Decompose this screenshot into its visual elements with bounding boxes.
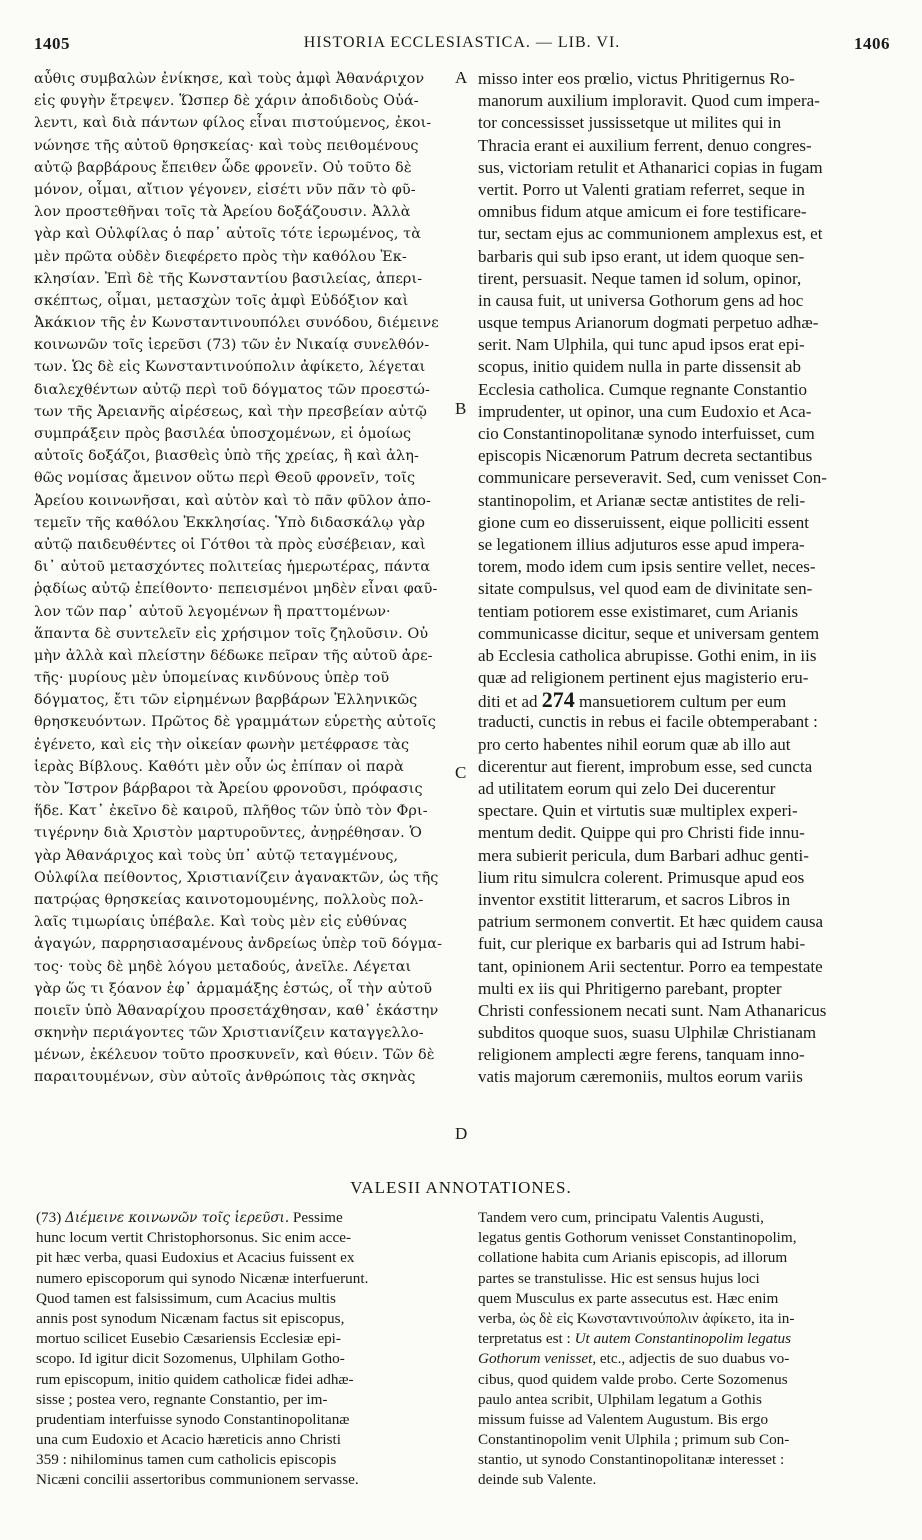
greek-text-line: ἱερὰς Βίβλους. Καθότι μὲν οὖν ὡς ἐπίπαν οἱ παρὰ	[34, 758, 404, 775]
latin-text-line: spectare. Quin et virtutis suæ multiplex experi-	[478, 801, 798, 821]
note-text-line: paulo antea scribit, Ulphilam legatum a Gothis	[478, 1390, 762, 1408]
latin-text-line: tant, opinionem Arii sectentur. Porro ea tempestate	[478, 956, 823, 976]
page-number-left: 1405	[34, 34, 70, 53]
latin-text-line: imprudenter, ut opinor, una cum Eudoxio et Aca-	[478, 401, 812, 421]
latin-text-line: ab Ecclesia catholica abrupisse. Gothi enim, in iis	[478, 645, 817, 665]
latin-text-line: Christi confessionem necati sunt. Nam Athanaricus	[478, 1000, 827, 1020]
note-text-line: Nicæni concilii assertoribus communionem servasse.	[36, 1471, 359, 1489]
latin-text-line: in causa fuit, ut universa Gothorum gens ad hoc	[478, 290, 804, 310]
greek-text-line: λον τῶν παρ᾽ αὐτοῦ λεγομένων ἢ πραττομένων·	[34, 603, 391, 620]
note-text-line: quem Musculus ex parte assecutus est. Hæc enim	[478, 1289, 779, 1307]
note-label: (73)	[36, 1209, 66, 1226]
note-text-fragment: terpretatus est :	[478, 1330, 575, 1348]
greek-text-line: ἥδε. Κατ᾽ ἐκεῖνο δὲ καιροῦ, πλῆθος τῶν ὑπὸ τὸν Φρι-	[34, 803, 428, 820]
latin-text-line: serit. Nam Ulphila, qui tunc apud ipsos erat epi-	[478, 335, 805, 355]
greek-text-line: μόνον, οἶμαι, αἴτιον γέγονεν, εἰσέτι νῦν πᾶν τὸ φῦ-	[34, 181, 416, 198]
latin-text-line: fuit, cur plerique ex barbaris qui ad Istrum habi-	[478, 934, 806, 954]
note-text-line: Tandem vero cum, principatu Valentis Augusti,	[478, 1209, 764, 1226]
running-header	[34, 34, 890, 64]
greek-text-line: σκέπτως, οἶμαι, μετασχὼν τοῖς ἀμφὶ Εὐδόξιον καὶ	[34, 292, 409, 309]
greek-text-line: λον προστεθῆναι τοῖς τὰ Ἀρείου δοξάζουσιν. Ἀλλὰ	[34, 204, 411, 221]
greek-text-line: δόγματος, ἔτι τῶν εἰρημένων βαρβάρων Ἑλληνικῶς	[34, 692, 418, 709]
margin-letter-d: D	[455, 1124, 468, 1143]
note-text-line: una cum Eudoxio et Acacio hæreticis anno Christi	[36, 1431, 341, 1449]
latin-text-line: stantinopolim, et Arianæ sectæ antistites de reli-	[478, 490, 806, 510]
note-text-line: missum fuisse ad Valentem Augustum. Bis ergo	[478, 1410, 769, 1428]
latin-text-line: tentiam potiorem esse existimaret, cum Arianis	[478, 601, 799, 621]
greek-text-line: των τῆς Ἀρειανῆς αἱρέσεως, καὶ τὴν πρεσβείαν αὐτῷ	[34, 403, 427, 420]
latin-text-line: se legationem illius adjuturos esse apud impera-	[478, 534, 805, 554]
latin-text-line: mentum dedit. Quippe qui pro Christi fide innu-	[478, 823, 805, 843]
greek-text-line: συμπράξειν πρὸς βασιλέα ὑποσχομένων, εἰ ὁμοίως	[34, 426, 412, 442]
latin-text-line: usque tempus Arianorum dogmati perpetuo adhæ-	[478, 313, 819, 333]
latin-text-line: scopus, initio quidem nulla in parte dissensit ab	[478, 357, 801, 377]
note-text-fragment: , etc., adjectis de suo duabus vo-	[592, 1350, 790, 1368]
latin-text-line: communicare perseveravit. Sed, cum venisset Con-	[478, 468, 827, 488]
latin-text-line: sitate compulsus, vel quod eam de divinitate sen-	[478, 579, 813, 599]
latin-text-line: inventor exstitit litterarum, et sacros Libros in	[478, 889, 791, 909]
latin-text-line: vatis majorum cæremoniis, multos eorum variis	[478, 1067, 803, 1087]
note-text-line: Constantinopolim venit Ulphila ; primum sub Con-	[478, 1431, 790, 1449]
note-text-line: scopo. Id igitur dicit Sozomenus, Ulphilam Gotho-	[36, 1350, 345, 1368]
note-text-line: 359 : nihilominus tamen cum catholicis episcopis	[36, 1451, 337, 1469]
greek-text-line: παραιτουμένων, σὺν αὐτοῖς ἀνθρώποις τὰς σκηνὰς	[34, 1069, 416, 1086]
note-text-line: pit hæc verba, quasi Eudoxius et Acacius fuissent ex	[36, 1249, 355, 1267]
greek-text-line: εἰς φυγὴν ἔτρεψεν. Ὥσπερ δὲ χάριν ἀποδιδοὺς Οὐά-	[34, 93, 419, 110]
latin-text-line: gione cum eo disseruissent, eique polliciti essent	[478, 512, 809, 532]
greek-text-line: Ἀρείου κοινωνῆσαι, καὶ αὐτὸν καὶ τὸ πᾶν φῦλον ἀπο-	[34, 492, 432, 509]
latin-column	[478, 68, 892, 1089]
greek-text-line: τῆς· μυρίους μὲν ὑπομείνας κινδύνους ὑπὲρ τοῦ	[34, 670, 390, 687]
greek-text-line: λαῖς τιμωρίαις ὑπέβαλε. Καὶ τοὺς μὲν εἰς εὐθύνας	[34, 914, 408, 931]
note-text-line: cibus, quod quidem valde probo. Certe Sozomenus	[478, 1370, 788, 1388]
greek-text-line: γὰρ ὥς τι ξόανον ἐφ᾽ ἁρμαμάξης ἑστώς, οἷ τὴν αὐτοῦ	[34, 980, 433, 997]
greek-text-line: τιγέρνην διὰ Χριστὸν μαρτυροῦντες, ἀνῃρέθησαν. Ὁ	[34, 825, 422, 842]
greek-text-line: λεντι, καὶ διὰ πάντων φίλος εἶναι πιστούμενος, ἐκοι-	[34, 115, 432, 132]
greek-text-line: μένων, ἐκέλευον τοῦτο προσκυνεῖν, καὶ θύειν. Τῶν δὲ	[34, 1047, 435, 1064]
latin-text-fragment: mansuetiorem cultum per eum	[574, 692, 787, 712]
greek-text-line: μὲν πρῶτα οὐδὲν διεφέρετο πρὸς τὴν καθόλου Ἐκ-	[34, 248, 407, 265]
latin-text-line: episcopis Nicænorum Patrum decreta sectantibus	[478, 446, 813, 466]
note-text-line: Quod tamen est falsissimum, cum Acacius multis	[36, 1289, 336, 1307]
latin-text-line: communicasse dicitur, seque et universam gentem	[478, 623, 820, 643]
greek-text-line: θῶς νομίσας ἄμεινον οὕτω περὶ Θεοῦ φρονεῖν, τοῖς	[34, 470, 416, 487]
greek-text-line: ποιεῖν ὑπὸ Ἀθαναρίχου προσετάχθησαν, καθ᾽ ἑκάστην	[34, 1002, 439, 1019]
latin-text-line: misso inter eos prœlio, victus Phritigernus Ro-	[478, 69, 795, 88]
greek-text-line: αὖθις συμβαλὼν ἐνίκησε, καὶ τοὺς ἀμφὶ Ἀθανάριχον	[34, 71, 425, 87]
latin-text-line	[478, 689, 892, 711]
greek-text-line: πατρῴας θρησκείας καινοτομουμένης, πολλοὺς πολ-	[34, 891, 424, 908]
latin-text-line: quæ ad religionem pertinent ejus magisterio eru-	[478, 668, 809, 688]
greek-text-line: νώνησε τῆς αὐτοῦ θρησκείας· καὶ τοὺς πειθομένους	[34, 137, 419, 154]
greek-text-line: κλησίαν. Ἐπὶ δὲ τῆς Κωνσταντίου βασιλείας, ἀπερι-	[34, 270, 423, 287]
latin-text-line: mera subierit pericula, dum Barbari adhuc genti-	[478, 845, 809, 865]
greek-text-line: γὰρ Ἀθανάριχος καὶ τοὺς ὑπ᾽ αὐτῷ τεταγμένους,	[34, 847, 399, 864]
margin-letter-c: C	[455, 763, 467, 782]
greek-text-line: θρησκευόντων. Πρῶτος δὲ γραμμάτων εὑρετὴς αὐτοῖς	[34, 714, 436, 731]
latin-text-line: vertit. Porro ut Valenti gratiam referret, seque in	[478, 179, 805, 199]
note-first-rest: Pessime	[289, 1209, 343, 1226]
greek-text-line: Ἀκάκιον τῆς ἐν Κωνσταντινουπόλει συνόδου, διέμεινε	[34, 315, 439, 332]
greek-text-line: Οὐλφίλα πείθοντος, Χριστιανίζειν ἀγανακτῶν, ὡς τῆς	[34, 869, 439, 886]
latin-text-line: manorum auxilium imploravit. Quod cum impera-	[478, 91, 820, 111]
latin-text-line: cio Constantinopolitanæ synodo interfuisset, cum	[478, 424, 815, 443]
note-text-line: collatione habita cum Arianis episcopis, ad illorum	[478, 1249, 788, 1267]
latin-text-line: Thracia erant ei auxilium ferrent, denuo congres-	[478, 135, 812, 155]
note-text-line: verba, ὡς δὲ εἰς Κωνσταντινούπολιν ἀφίκετο, ita in-	[478, 1309, 795, 1327]
greek-text-line: ἐγένετο, καὶ εἰς τὴν οἰκείαν φωνὴν μετέφρασε τὰς	[34, 736, 410, 753]
column-number: 274	[541, 689, 575, 712]
latin-text-line: traducti, cunctis in rebus ei facile obtemperabant :	[478, 712, 818, 732]
note-quote-fragment: Ut autem Constantinopolim legatus	[574, 1330, 791, 1348]
greek-text-line: αὐτοῖς δοξάζοι, βιασθεὶς ὑπὸ τῆς χρείας, ἢ καὶ ἀλη-	[34, 448, 419, 465]
latin-text-line: Ecclesia catholica. Cumque regnante Constantio	[478, 379, 808, 399]
note-text-line	[478, 1329, 892, 1349]
margin-letter-b: B	[455, 399, 467, 418]
greek-text-line: τεμεῖν τῆς καθόλου Ἐκκλησίας. Ὑπὸ διδασκάλῳ γὰρ	[34, 514, 426, 531]
note-quote-fragment: Gothorum venisset	[478, 1350, 593, 1368]
note-text-line: prudentiam interfuisse synodo Constantinopolitanæ	[36, 1410, 350, 1428]
page-number-right: 1406	[854, 34, 890, 53]
greek-text-line: αὐτῷ βαρβάρους ἔπειθεν ὧδε φρονεῖν. Οὐ τοῦτο δὲ	[34, 159, 412, 176]
latin-text-line: ad utilitatem eorum qui zelo Dei ducerentur	[478, 779, 776, 798]
note-text-line: partes se transtulisse. Hic est sensus hujus loci	[478, 1269, 760, 1287]
greek-text-line: ἀγαγών, παρρησιασαμένους ἀνδρείως ὑπὲρ τοῦ δόγμα-	[34, 936, 443, 953]
note-right-column	[478, 1208, 892, 1491]
latin-text-line: barbaris qui sub ipso erant, ut idem quoque sen-	[478, 246, 805, 266]
latin-text-line: pro certo habentes nihil eorum quæ ab illo aut	[478, 734, 791, 754]
margin-letter-a: A	[455, 68, 468, 87]
greek-text-line: ῥᾳδίως αὐτῷ ἐπείθοντο· πεπεισμένοι μηδὲν εἶναι φαῦ-	[34, 581, 438, 598]
note-text-line: sisse ; postea vero, regnante Constantio, per im-	[36, 1390, 328, 1408]
note-text-line: rum episcopum, initio quidem catholicæ fidei adhæ-	[36, 1370, 354, 1388]
note-greek-lemma: Διέμεινε κοινωνῶν τοῖς ἱερεῦσι.	[65, 1210, 290, 1226]
note-text-line: deinde sub Valente.	[478, 1471, 597, 1489]
latin-text-line: tor concessisset jussissetque ut milites qui in	[478, 113, 782, 133]
greek-text-line: των. Ὡς δὲ εἰς Κωνσταντινούπολιν ἀφίκετο, λέγεται	[34, 359, 426, 376]
greek-text-line: ἅπαντα δὲ συντελεῖν εἰς χρήσιμον τοῖς ζηλοῦσιν. Οὐ	[34, 625, 429, 642]
latin-text-line: patrium sermonem convertit. Et hæc quidem causa	[478, 912, 824, 932]
greek-text-line: διαλεχθέντων αὐτῷ περὶ τοῦ δόγματος τῶν προεστώ-	[34, 381, 430, 398]
note-text-line	[478, 1349, 892, 1369]
note-text-line: stantio, ut synodo Constantinopolitanæ interesset :	[478, 1451, 785, 1469]
note-text-line: legatus gentis Gothorum venisset Constantinopolim,	[478, 1229, 797, 1247]
latin-text-line: religionem amplecti ægre ferens, tanquam inno-	[478, 1045, 805, 1065]
latin-text-line: tur, sectam ejus ac communionem amplexus est, et	[478, 224, 823, 244]
greek-text-line: σκηνὴν περιάγοντες τῶν Χριστιανίζειν καταγγελλο-	[34, 1025, 424, 1042]
notes-title: VALESII ANNOTATIONES.	[350, 1178, 572, 1197]
latin-text-line: torem, modo idem cum ipsis sentire vellet, neces-	[478, 557, 816, 577]
latin-text-fragment: diti et ad	[478, 692, 538, 712]
latin-text-line: subditos quoque suos, suasu Ulphilæ Christianam	[478, 1023, 817, 1043]
greek-text-line: τος· τοὺς δὲ μηδὲ λόγου μεταδούς, ἀνεῖλε. Λέγεται	[34, 958, 412, 975]
running-head-title: HISTORIA ECCLESIASTICA. — LIB. VI.	[303, 34, 621, 51]
note-left-column	[36, 1208, 460, 1491]
greek-text-line: δι᾽ αὐτοῦ μετασχόντες πολιτείας ἡμερωτέρας, πάντα	[34, 559, 431, 576]
greek-text-line: μὴν ἀλλὰ καὶ πλείστην δέδωκε πεῖραν τῆς αὐτοῦ ἀρε-	[34, 647, 433, 664]
greek-text-line: κοινωνῶν τοῖς ἱερεῦσι (73) τῶν ἐν Νικαίᾳ συνελθόν-	[34, 337, 430, 354]
greek-text-line: αὐτῷ παιδευθέντες οἱ Γότθοι τὰ πρὸς εὐσέβειαν, καὶ	[34, 536, 426, 553]
greek-text-line: γὰρ καὶ Οὐλφίλας ὁ παρ᾽ αὐτοῖς τότε ἱερωμένος, τὰ	[34, 226, 422, 243]
note-text-line: mortuo scilicet Eusebio Cæsariensis Ecclesiæ epi-	[36, 1330, 341, 1348]
latin-text-line: sus, victoriam retulit et Athanarici copias in fugam	[478, 157, 823, 177]
latin-text-line: omnibus fidum atque amicum ei fore testificare-	[478, 202, 807, 222]
greek-text-line: τὸν Ἴστρον βάρβαροι τὰ Ἀρείου φρονοῦσι, πρόφασις	[34, 781, 423, 797]
latin-text-line: dicerentur aut fierent, improbum esse, sed cuncta	[478, 756, 813, 776]
note-first-line	[36, 1208, 460, 1228]
latin-text-line: multi ex iis qui Phritigerno parebant, propter	[478, 978, 782, 998]
greek-column	[34, 68, 452, 1089]
note-text-line: hunc locum vertit Christophorsonus. Sic enim acce-	[36, 1229, 352, 1247]
latin-text-line: tirent, persuasit. Neque tamen id solum, opinor,	[478, 268, 802, 288]
latin-text-line: lium ritu simulcra colerent. Primusque apud eos	[478, 867, 805, 887]
note-text-line: numero episcoporum qui synodo Nicænæ interfuerunt.	[36, 1269, 369, 1287]
note-text-line: annis post synodum Nicænam factus sit episcopus,	[36, 1309, 345, 1327]
